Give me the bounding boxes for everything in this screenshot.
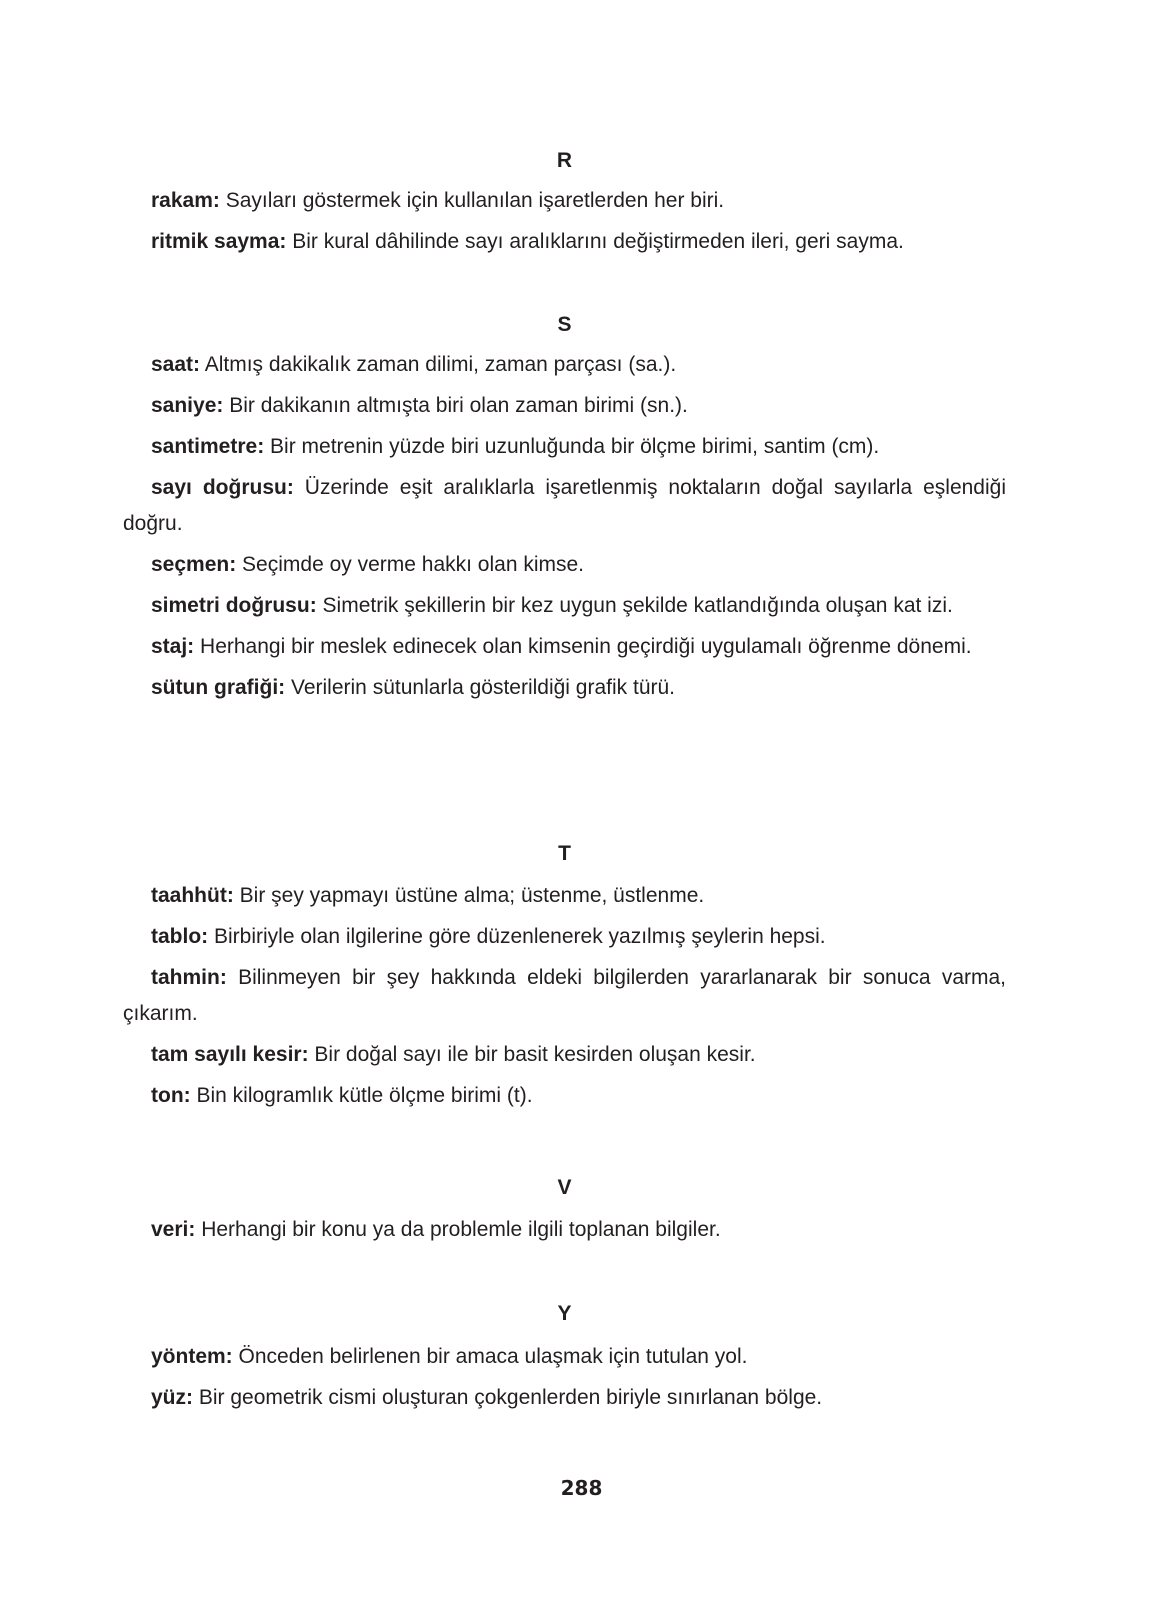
glossary-term: tam sayılı kesir:	[151, 1043, 309, 1066]
glossary-term: tablo:	[151, 925, 209, 948]
glossary-entry	[123, 429, 1006, 465]
glossary-term: rakam:	[151, 189, 220, 212]
glossary-term: sütun grafiği:	[151, 676, 286, 699]
page-number: 288	[560, 1476, 603, 1500]
glossary-definition: Bir şey yapmayı üstüne alma; üstenme, üstlenme.	[233, 884, 705, 907]
glossary-entry	[123, 1078, 1006, 1114]
glossary-entry	[123, 588, 1006, 624]
glossary-entry	[123, 388, 1006, 424]
glossary-term: yüz:	[151, 1386, 193, 1409]
glossary-definition: Herhangi bir konu ya da problemle ilgili toplanan bilgiler.	[195, 1218, 721, 1241]
glossary-definition: Bir geometrik cismi oluşturan çokgenlerden biriyle sınırlanan bölge.	[193, 1386, 823, 1409]
glossary-definition: Herhangi bir meslek edinecek olan kimsenin geçirdiği uygulamalı öğrenme dönemi.	[194, 635, 972, 658]
glossary-term: sayı doğrusu:	[151, 476, 294, 499]
section-v-entries	[123, 1212, 1006, 1248]
section-heading-t: T	[558, 842, 571, 865]
glossary-definition: Önceden belirlenen bir amaca ulaşmak için tutulan yol.	[232, 1345, 748, 1368]
section-y-entries	[123, 1339, 1006, 1416]
glossary-entry	[123, 1339, 1006, 1375]
glossary-entry	[123, 1212, 1006, 1248]
glossary-entry	[123, 1380, 1006, 1416]
section-s-entries	[123, 347, 1006, 706]
glossary-term: saniye:	[151, 394, 224, 417]
glossary-entry	[123, 878, 1006, 914]
glossary-definition: Simetrik şekillerin bir kez uygun şekilde katlandığında oluşan kat izi.	[316, 594, 953, 617]
glossary-entry	[123, 547, 1006, 583]
glossary-definition: Bir metrenin yüzde biri uzunluğunda bir ölçme birimi, santim (cm).	[264, 435, 880, 458]
glossary-entry	[123, 224, 1006, 260]
glossary-definition: Altmış dakikalık zaman dilimi, zaman parçası (sa.).	[200, 353, 677, 376]
glossary-term: tahmin:	[151, 966, 227, 989]
glossary-definition: Bir kural dâhilinde sayı aralıklarını değiştirmeden ileri, geri sayma.	[286, 230, 904, 253]
glossary-definition: Bilinmeyen bir şey hakkında eldeki bilgilerden yararlanarak bir sonuca varma, çıkarım.	[123, 966, 1006, 1025]
glossary-definition: Bir doğal sayı ile bir basit kesirden oluşan kesir.	[308, 1043, 756, 1066]
glossary-term: santimetre:	[151, 435, 265, 458]
glossary-entry	[123, 919, 1006, 955]
glossary-definition: Üzerinde eşit aralıklarla işaretlenmiş noktaların doğal sayılarla eşlendiği doğru.	[123, 476, 1006, 535]
section-heading-s: S	[557, 313, 572, 336]
glossary-definition: Bir dakikanın altmışta biri olan zaman birimi (sn.).	[223, 394, 688, 417]
glossary-term: taahhüt:	[151, 884, 234, 907]
glossary-definition: Verilerin sütunlarla gösterildiği grafik türü.	[285, 676, 676, 699]
glossary-term: yöntem:	[151, 1345, 233, 1368]
section-t-entries	[123, 878, 1006, 1114]
glossary-entry	[123, 629, 1006, 665]
section-r-entries	[123, 183, 1006, 260]
glossary-entry	[123, 347, 1006, 383]
glossary-entry	[123, 960, 1006, 1032]
glossary-entry	[123, 183, 1006, 219]
section-heading-r: R	[556, 149, 573, 172]
glossary-term: ritmik sayma:	[151, 230, 287, 253]
glossary-definition: Sayıları göstermek için kullanılan işaretlerden her biri.	[219, 189, 725, 212]
glossary-term: seçmen:	[151, 553, 237, 576]
section-heading-y: Y	[557, 1302, 572, 1325]
glossary-term: staj:	[151, 635, 195, 658]
glossary-definition: Seçimde oy verme hakkı olan kimse.	[236, 553, 585, 576]
glossary-entry	[123, 1037, 1006, 1073]
glossary-definition: Bin kilogramlık kütle ölçme birimi (t).	[190, 1084, 533, 1107]
glossary-entry	[123, 470, 1006, 542]
glossary-term: veri:	[151, 1218, 196, 1241]
glossary-entry	[123, 670, 1006, 706]
glossary-term: ton:	[151, 1084, 191, 1107]
glossary-term: simetri doğrusu:	[151, 594, 317, 617]
glossary-term: saat:	[151, 353, 201, 376]
section-heading-v: V	[557, 1176, 572, 1199]
glossary-definition: Birbiriyle olan ilgilerine göre düzenlenerek yazılmış şeylerin hepsi.	[208, 925, 826, 948]
